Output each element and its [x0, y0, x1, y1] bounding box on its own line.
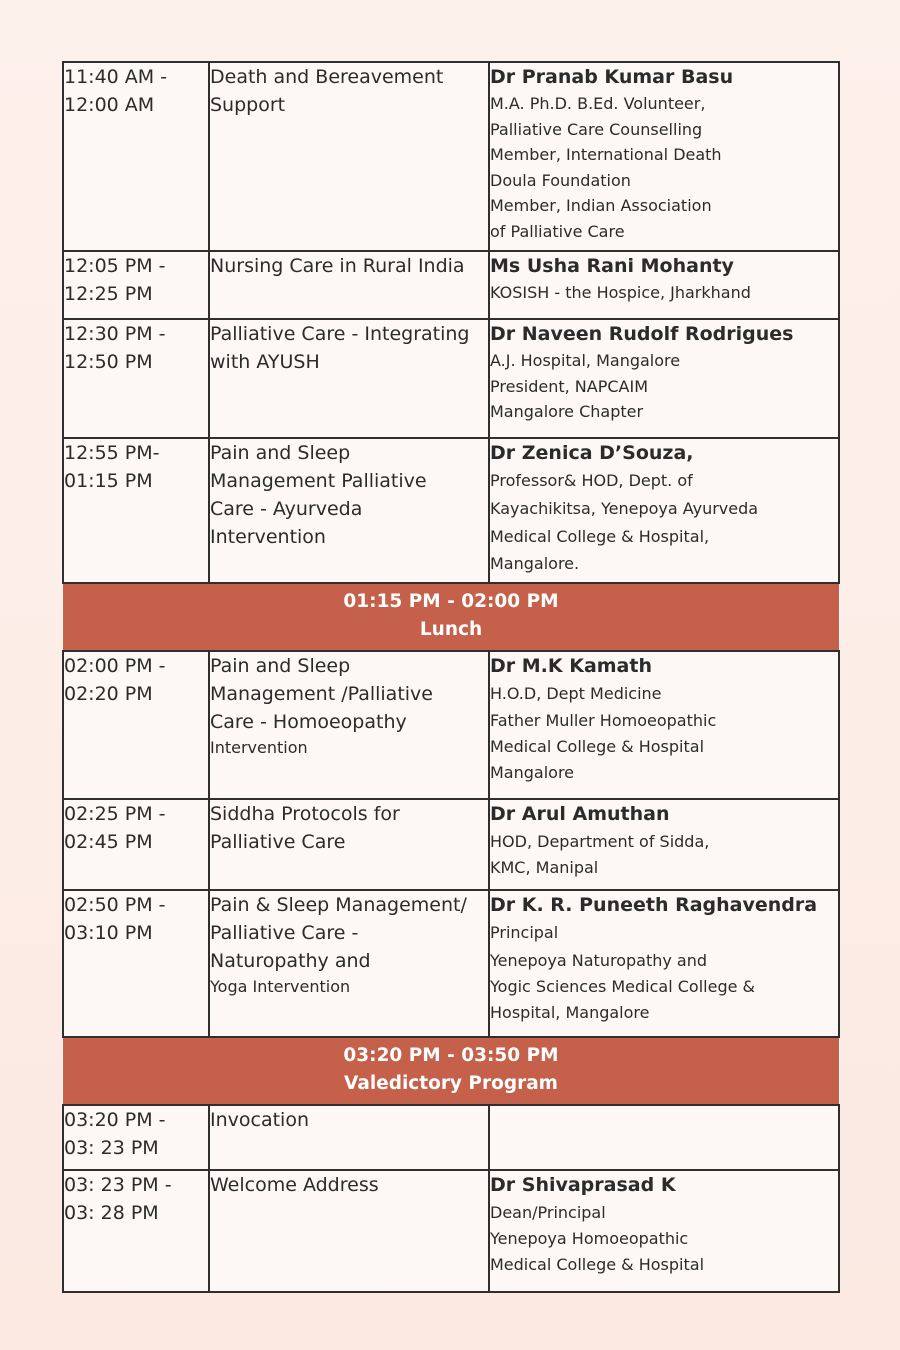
speaker-detail: M.A. Ph.D. B.Ed. Volunteer,	[490, 94, 706, 113]
time-start: 11:40 AM -	[64, 66, 168, 88]
speaker-name: Dr Arul Amuthan	[490, 803, 670, 825]
topic-cell	[209, 251, 489, 319]
time-start: 02:25 PM -	[64, 803, 166, 825]
schedule-row	[63, 251, 839, 319]
speaker-cell	[489, 438, 839, 583]
speaker-cell	[489, 251, 839, 319]
schedule-row	[63, 438, 839, 583]
time-cell	[63, 319, 209, 438]
speaker-cell	[489, 1105, 839, 1170]
speaker-name: Dr Pranab Kumar Basu	[490, 66, 734, 88]
topic-line: Pain and Sleep	[210, 442, 351, 464]
topic-line: Yoga Intervention	[210, 977, 351, 996]
speaker-cell	[489, 62, 839, 251]
schedule-table	[62, 61, 840, 1293]
speaker-detail: Father Muller Homoeopathic	[490, 711, 717, 730]
topic-line: Death and Bereavement	[210, 66, 444, 88]
speaker-name: Dr Shivaprasad K	[490, 1174, 676, 1196]
speaker-detail: Professor& HOD, Dept. of	[490, 471, 693, 490]
topic-line: Pain & Sleep Management/	[210, 894, 467, 916]
time-end: 12:00 AM	[64, 94, 155, 116]
break-band-valedictory	[63, 1037, 839, 1105]
speaker-detail: Principal	[490, 923, 559, 942]
time-end: 03:10 PM	[64, 922, 153, 944]
speaker-detail: Mangalore Chapter	[490, 402, 644, 421]
speaker-detail: Hospital, Mangalore	[490, 1002, 650, 1022]
speaker-detail: Mangalore.	[490, 554, 580, 573]
time-end: 03: 23 PM	[64, 1137, 159, 1159]
topic-line: Palliative Care	[210, 831, 346, 853]
topic-line: Palliative Care -	[210, 922, 359, 944]
speaker-detail: HOD, Department of Sidda,	[490, 832, 710, 851]
speaker-detail: Doula Foundation	[490, 170, 631, 190]
break-band-cell	[63, 583, 839, 651]
topic-cell	[209, 319, 489, 438]
topic-line: Welcome Address	[210, 1174, 379, 1196]
time-cell	[63, 62, 209, 251]
topic-line: Care - Homoeopathy	[210, 711, 407, 733]
topic-cell	[209, 651, 489, 799]
topic-cell	[209, 799, 489, 890]
topic-line: Naturopathy and	[210, 950, 371, 972]
time-cell	[63, 1170, 209, 1292]
break-label: Lunch	[419, 619, 483, 640]
time-start: 12:30 PM -	[64, 323, 166, 345]
topic-line: Intervention	[210, 526, 326, 548]
speaker-cell	[489, 799, 839, 890]
speaker-detail: Yenepoya Naturopathy and	[490, 951, 708, 970]
topic-line: Care - Ayurveda	[210, 498, 363, 520]
speaker-detail: Dean/Principal	[490, 1203, 606, 1222]
speaker-detail: Member, International Death	[490, 145, 722, 164]
speaker-detail: Yogic Sciences Medical College &	[490, 977, 756, 996]
schedule-row	[63, 799, 839, 890]
schedule-row	[63, 651, 839, 799]
topic-cell	[209, 1105, 489, 1170]
time-cell	[63, 799, 209, 890]
break-time: 01:15 PM - 02:00 PM	[343, 591, 559, 612]
speaker-name: Dr K. R. Puneeth Raghavendra	[490, 894, 818, 916]
schedule-row	[63, 1170, 839, 1292]
speaker-detail: KOSISH - the Hospice, Jharkhand	[490, 283, 751, 302]
topic-line: Nursing Care in Rural India	[210, 255, 465, 277]
speaker-name: Dr Zenica D’Souza,	[490, 442, 694, 464]
speaker-detail: Medical College & Hospital,	[490, 527, 710, 546]
topic-line: Management Palliative	[210, 470, 427, 492]
topic-cell	[209, 62, 489, 251]
break-label: Valedictory Program	[344, 1073, 558, 1094]
topic-line: Siddha Protocols for	[210, 803, 400, 825]
topic-line: with AYUSH	[210, 351, 320, 373]
speaker-detail: Medical College & Hospital	[490, 1254, 705, 1274]
speaker-detail: Yenepoya Homoeopathic	[490, 1229, 689, 1248]
speaker-cell	[489, 1170, 839, 1292]
time-end: 12:25 PM	[64, 283, 153, 305]
time-start: 12:55 PM-	[64, 442, 160, 464]
break-time: 03:20 PM - 03:50 PM	[343, 1045, 559, 1066]
schedule-row	[63, 319, 839, 438]
time-end: 01:15 PM	[64, 470, 153, 492]
time-start: 03: 23 PM -	[64, 1174, 172, 1196]
speaker-detail: KMC, Manipal	[490, 858, 599, 877]
time-cell	[63, 438, 209, 583]
speaker-detail: Medical College & Hospital	[490, 737, 705, 756]
time-end: 02:45 PM	[64, 831, 153, 853]
topic-cell	[209, 1170, 489, 1292]
speaker-cell	[489, 651, 839, 799]
speaker-detail: Mangalore	[490, 762, 575, 782]
topic-cell	[209, 890, 489, 1037]
speaker-name: Dr M.K Kamath	[490, 655, 652, 677]
time-cell	[63, 651, 209, 799]
time-end: 02:20 PM	[64, 683, 153, 705]
speaker-detail: Palliative Care Counselling	[490, 119, 703, 139]
topic-line: Palliative Care - Integrating	[210, 323, 470, 345]
speaker-name: Ms Usha Rani Mohanty	[490, 255, 734, 277]
time-start: 03:20 PM -	[64, 1109, 166, 1131]
topic-line: Management /Palliative	[210, 683, 433, 705]
speaker-name: Dr Naveen Rudolf Rodrigues	[490, 323, 794, 345]
speaker-cell	[489, 319, 839, 438]
schedule-row	[63, 1105, 839, 1170]
time-end: 12:50 PM	[64, 351, 153, 373]
speaker-detail: A.J. Hospital, Mangalore	[490, 351, 681, 370]
time-cell	[63, 1105, 209, 1170]
speaker-detail: H.O.D, Dept Medicine	[490, 684, 662, 703]
topic-line: Intervention	[210, 738, 308, 757]
break-band-cell	[63, 1037, 839, 1105]
break-band-lunch	[63, 583, 839, 651]
speaker-detail: Member, Indian Association	[490, 196, 712, 215]
schedule-row	[63, 890, 839, 1037]
topic-line: Pain and Sleep	[210, 655, 351, 677]
speaker-cell	[489, 890, 839, 1037]
time-start: 12:05 PM -	[64, 255, 166, 277]
time-cell	[63, 890, 209, 1037]
speaker-detail: President, NAPCAIM	[490, 376, 649, 396]
schedule-row	[63, 62, 839, 251]
time-end: 03: 28 PM	[64, 1202, 159, 1224]
time-start: 02:00 PM -	[64, 655, 166, 677]
topic-cell	[209, 438, 489, 583]
topic-line: Invocation	[210, 1109, 309, 1131]
time-cell	[63, 251, 209, 319]
time-start: 02:50 PM -	[64, 894, 166, 916]
speaker-detail: Kayachikitsa, Yenepoya Ayurveda	[490, 499, 759, 518]
speaker-detail: of Palliative Care	[490, 221, 625, 241]
topic-line: Support	[210, 94, 286, 116]
